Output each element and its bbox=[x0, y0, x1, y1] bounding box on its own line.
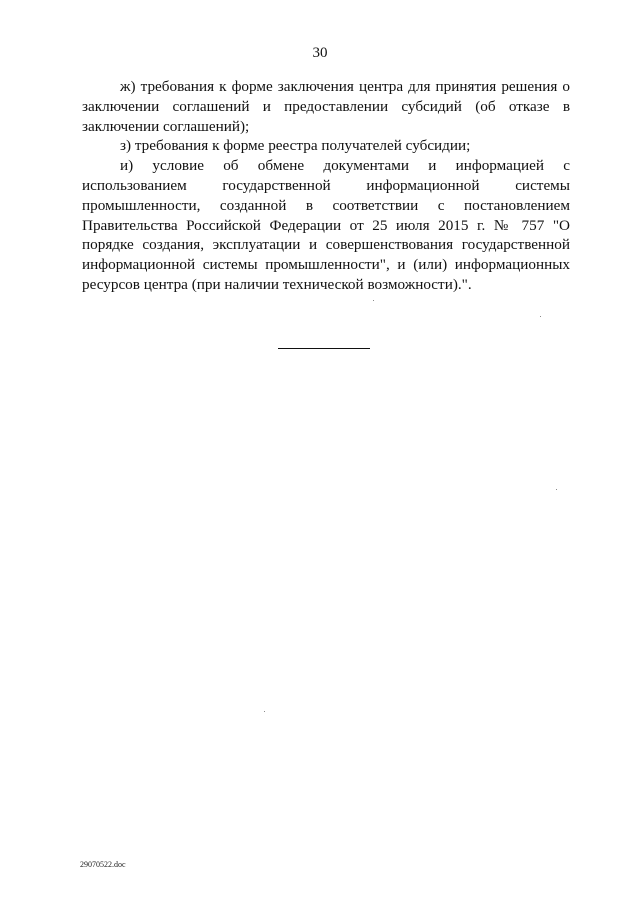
page-number: 30 bbox=[312, 45, 328, 61]
end-divider-line bbox=[278, 348, 370, 349]
footer-doc-code: 29070522.doc bbox=[80, 860, 126, 869]
scan-speck bbox=[264, 711, 265, 712]
paragraph-zh: ж) требования к форме заключения центра для принятия решения о заключении соглашений и предоставлении субсидий (об отказе в заключении соглашений); bbox=[82, 78, 570, 135]
document-body bbox=[82, 77, 570, 295]
paragraph-i: и) условие об обмене документами и информацией с использованием государственной информационной системы промышленности, созданной в соответствии с постановлением Правительства Российской Федерации от 25 июля 2015 г. № 757 "О порядке создания, эксплуатации и совершенствования государственной информационной системы промышленности", и (или) информационных ресурсов центра (при наличии технической возможности).". bbox=[82, 157, 570, 293]
scan-speck bbox=[556, 489, 557, 490]
scan-speck bbox=[540, 316, 541, 317]
scan-speck bbox=[373, 300, 374, 301]
paragraph-z: з) требования к форме реестра получателей субсидии; bbox=[120, 137, 471, 155]
